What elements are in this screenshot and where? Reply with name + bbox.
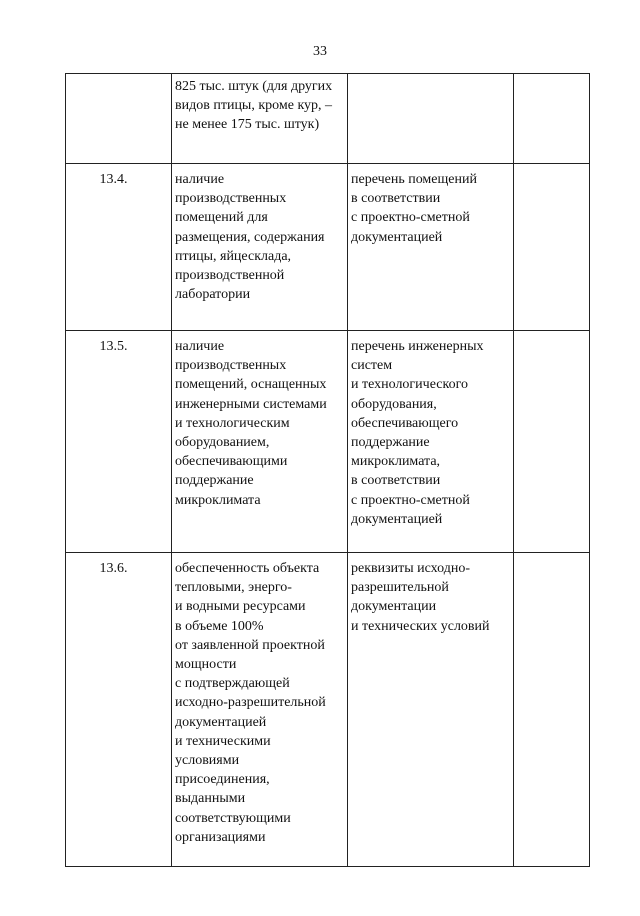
parameter-line: выданными — [175, 791, 246, 807]
parameter-line: документацией — [175, 714, 267, 730]
parameter-line: и техническими — [175, 733, 271, 749]
parameter-cell — [172, 553, 348, 867]
parameter-line: производственной — [175, 268, 285, 284]
row-number-cell — [66, 331, 172, 553]
parameter-line: наличие — [175, 339, 225, 354]
document-line: микроклимата, — [351, 454, 441, 470]
document-line: разрешительной — [351, 580, 449, 596]
parameter-line: производственных — [175, 358, 287, 374]
table-row — [66, 74, 590, 164]
document-line: с проектно-сметной — [351, 492, 470, 508]
parameter-line: помещений, оснащенных — [175, 377, 327, 393]
document-line: обеспечивающего — [351, 415, 459, 431]
document-cell — [348, 74, 514, 164]
table-body — [66, 74, 590, 867]
parameter-line: размещения, содержания — [175, 229, 325, 245]
document-line: перечень инженерных — [351, 339, 484, 354]
document-line: и технических условий — [351, 618, 490, 634]
row-number-cell — [66, 74, 172, 164]
parameter-line: микроклимата — [175, 492, 261, 508]
document-line: в соответствии — [351, 191, 441, 207]
row-number: 13.5. — [99, 339, 128, 354]
document-line: с проектно-сметной — [351, 210, 470, 226]
parameter-line: соответствующими — [175, 810, 291, 826]
parameter-line: поддержание — [175, 473, 254, 489]
parameter-line: инженерными системами — [175, 396, 327, 412]
parameter-line: с подтверждающей — [175, 676, 290, 692]
parameter-line: исходно-разрешительной — [175, 695, 326, 711]
row-number: 13.4. — [99, 172, 128, 187]
row-number-cell — [66, 164, 172, 331]
parameter-cell — [172, 164, 348, 331]
document-cell — [348, 331, 514, 553]
parameter-line: наличие — [175, 172, 225, 187]
document-line: поддержание — [351, 435, 430, 451]
document-line: документации — [351, 599, 437, 615]
parameter-line: 825 тыс. штук (для других — [175, 79, 333, 94]
parameter-line: присоединения, — [175, 772, 270, 788]
parameter-line: обеспеченность объекта — [175, 561, 320, 576]
parameter-line: тепловыми, энерго- — [175, 580, 292, 596]
table-row — [66, 164, 590, 331]
parameter-line: оборудованием, — [175, 435, 270, 451]
requirements-table — [65, 73, 590, 867]
parameter-line: обеспечивающими — [175, 454, 288, 470]
note-cell — [514, 74, 590, 164]
parameter-line: не менее 175 тыс. штук) — [175, 117, 320, 133]
document-line: систем — [351, 358, 393, 374]
document-line: документацией — [351, 511, 443, 527]
note-cell — [514, 331, 590, 553]
document-line: реквизиты исходно- — [351, 561, 471, 576]
parameter-cell — [172, 331, 348, 553]
parameter-cell — [172, 74, 348, 164]
row-number-cell — [66, 553, 172, 867]
document-line: в соответствии — [351, 473, 441, 489]
parameter-line: видов птицы, кроме кур, – — [175, 98, 333, 114]
document-line: и технологического — [351, 377, 468, 393]
parameter-line: организациями — [175, 829, 266, 845]
parameter-line: помещений для — [175, 210, 268, 226]
parameter-line: производственных — [175, 191, 287, 207]
note-cell — [514, 164, 590, 331]
parameter-line: птицы, яйцесклада, — [175, 248, 292, 264]
page-number: 33 — [313, 44, 327, 59]
parameter-line: условиями — [175, 753, 240, 769]
parameter-line: от заявленной проектной — [175, 637, 325, 653]
note-cell — [514, 553, 590, 867]
row-number: 13.6. — [99, 561, 128, 576]
document-line: оборудования, — [351, 396, 437, 412]
parameter-line: и технологическим — [175, 415, 290, 431]
parameter-line: и водными ресурсами — [175, 599, 306, 615]
table-row — [66, 553, 590, 867]
parameter-line: лаборатории — [175, 287, 251, 303]
parameter-line: мощности — [175, 657, 237, 673]
parameter-line: в объеме 100% — [175, 618, 264, 634]
document-line: перечень помещений — [351, 172, 477, 187]
document-line: документацией — [351, 229, 443, 245]
table-row — [66, 331, 590, 553]
document-cell — [348, 164, 514, 331]
document-cell — [348, 553, 514, 867]
